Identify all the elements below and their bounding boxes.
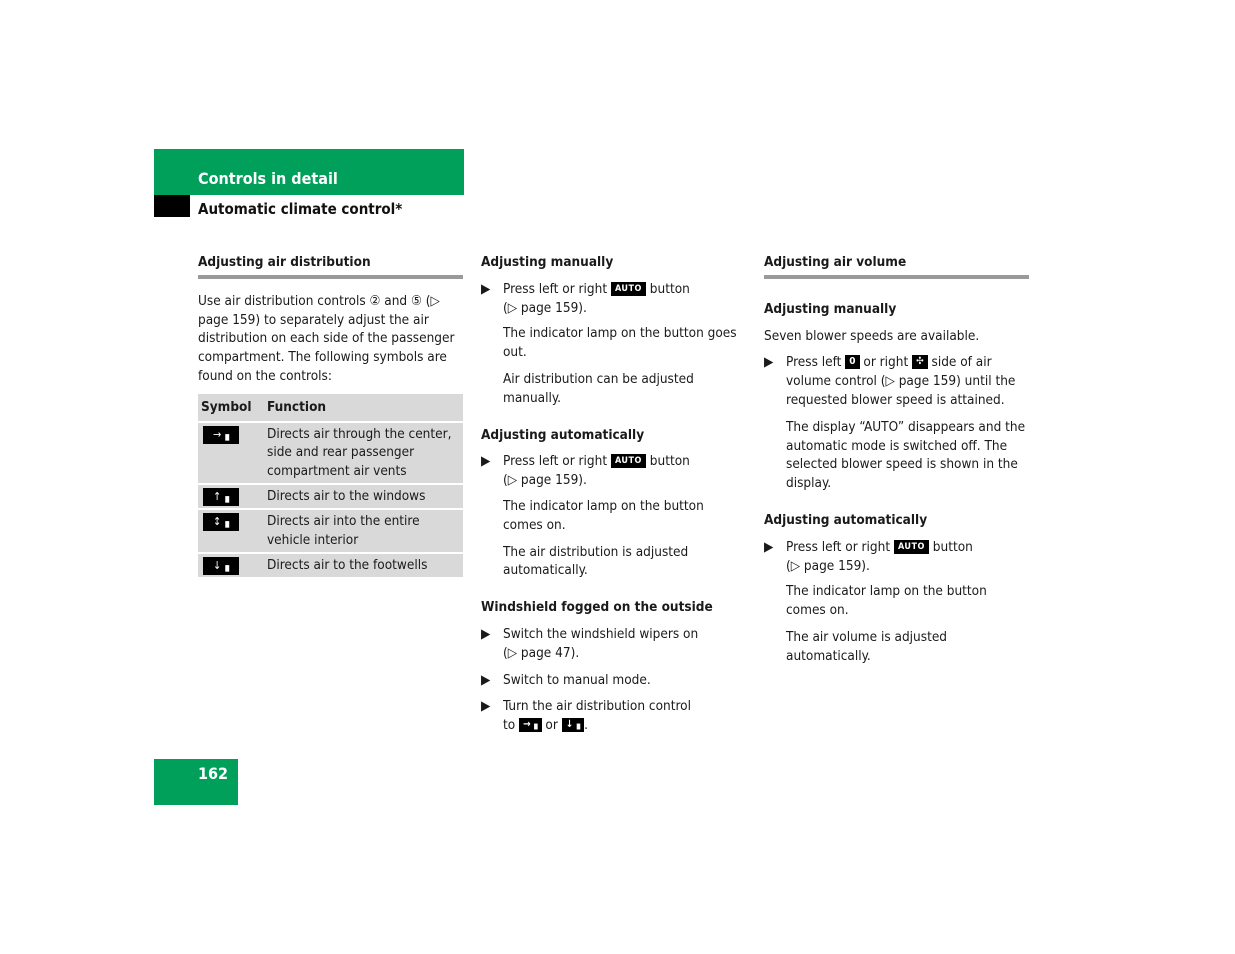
volume-manual-intro: Seven blower speeds are available. (764, 327, 980, 344)
manual-note-1: The indicator lamp on the button goes out. (503, 325, 737, 361)
auto-heading: Adjusting automatically (481, 426, 645, 443)
table-cell-function: Directs air to the footwells (264, 554, 463, 577)
table-header-row (198, 394, 463, 421)
table-cell-function: Directs air through the center, side and rear passenger compartment air vents (264, 423, 463, 483)
subsection-marker (154, 195, 190, 217)
auto-button-icon: AUTO (611, 282, 646, 296)
left-column (198, 253, 463, 579)
right-column (764, 253, 1029, 666)
auto-note-1: The indicator lamp on the button comes on. (503, 497, 704, 533)
middle-column (481, 253, 746, 735)
bullet-arrow-icon: ▶ (481, 671, 491, 688)
volume-auto-note-1: The indicator lamp on the button comes on. (786, 583, 987, 619)
bullet-arrow-icon: ▶ (764, 538, 774, 555)
section-title: Controls in detail (198, 169, 338, 188)
table-row (198, 554, 463, 577)
bullet-arrow-icon: ▶ (481, 453, 491, 470)
bullet-arrow-icon: ▶ (481, 625, 491, 642)
air-distribution-intro: Use air distribution controls ② and ⑤ (▷ page 159) to separately adjust the air distribution on each side of the passenger compartment. The following symbols are found on the controls: (198, 292, 455, 384)
table-row (198, 510, 463, 552)
function-column-header: Function (264, 394, 463, 421)
table-cell-function: Directs air into the entire vehicle interior (264, 510, 463, 552)
vent-air-icon: →▗ (519, 718, 541, 732)
symbol-column-header: Symbol (198, 394, 264, 421)
table-row (198, 423, 463, 483)
auto-step: ▶ Press left or right AUTO button (▷ page 159). (481, 453, 690, 489)
volume-auto-step: ▶ Press left or right AUTO button (▷ page 159). (764, 538, 973, 574)
manual-note-2: Air distribution can be adjusted manually. (503, 370, 694, 406)
bullet-arrow-icon: ▶ (481, 698, 491, 715)
auto-button-icon: AUTO (894, 540, 929, 554)
auto-note-2: The air distribution is adjusted automatically. (503, 543, 689, 579)
auto-button-icon: AUTO (611, 454, 646, 468)
table-cell-function: Directs air to the windows (264, 485, 463, 508)
footwell-air-icon: ↓▗ (203, 557, 239, 575)
footwell-air-icon: ↓▗ (562, 718, 584, 732)
air-distribution-heading: Adjusting air distribution (198, 253, 463, 279)
blower-off-icon: 0 (845, 355, 859, 369)
bullet-arrow-icon: ▶ (481, 280, 491, 297)
manual-heading: Adjusting manually (481, 254, 614, 270)
volume-manual-heading: Adjusting manually (764, 300, 897, 317)
volume-manual-note: The display “AUTO” disappears and the automatic mode is switched off. The selected blower speed is shown in the display. (786, 418, 1026, 492)
windshield-air-icon: ↑▗ (203, 488, 239, 506)
air-volume-heading: Adjusting air volume (764, 253, 1029, 279)
manual-step: ▶ Press left or right AUTO button (▷ page 159). (481, 280, 690, 316)
volume-manual-step: ▶ Press left 0 or right ✣ side of air volume control (▷ page 159) until the requested blower speed is attained. (764, 354, 1016, 408)
symbol-table (198, 392, 463, 579)
fog-step-3: ▶ Turn the air distribution control to →▗ or ↓▗ . (481, 698, 691, 734)
volume-auto-heading: Adjusting automatically (764, 511, 928, 528)
table-row (198, 485, 463, 508)
bullet-arrow-icon: ▶ (764, 354, 774, 371)
fog-step-2: ▶ Switch to manual mode. (481, 671, 651, 688)
vent-air-icon: →▗ (203, 426, 239, 444)
fog-heading: Windshield fogged on the outside (481, 599, 713, 616)
entire-interior-air-icon: ↕▗ (203, 513, 239, 531)
volume-auto-note-2: The air volume is adjusted automatically. (786, 628, 948, 664)
page-number: 162 (198, 764, 229, 783)
subsection-title: Automatic climate control* (198, 200, 403, 218)
fan-icon: ✣ (912, 355, 928, 369)
fog-step-1: ▶ Switch the windshield wipers on (▷ page 47). (481, 625, 699, 661)
